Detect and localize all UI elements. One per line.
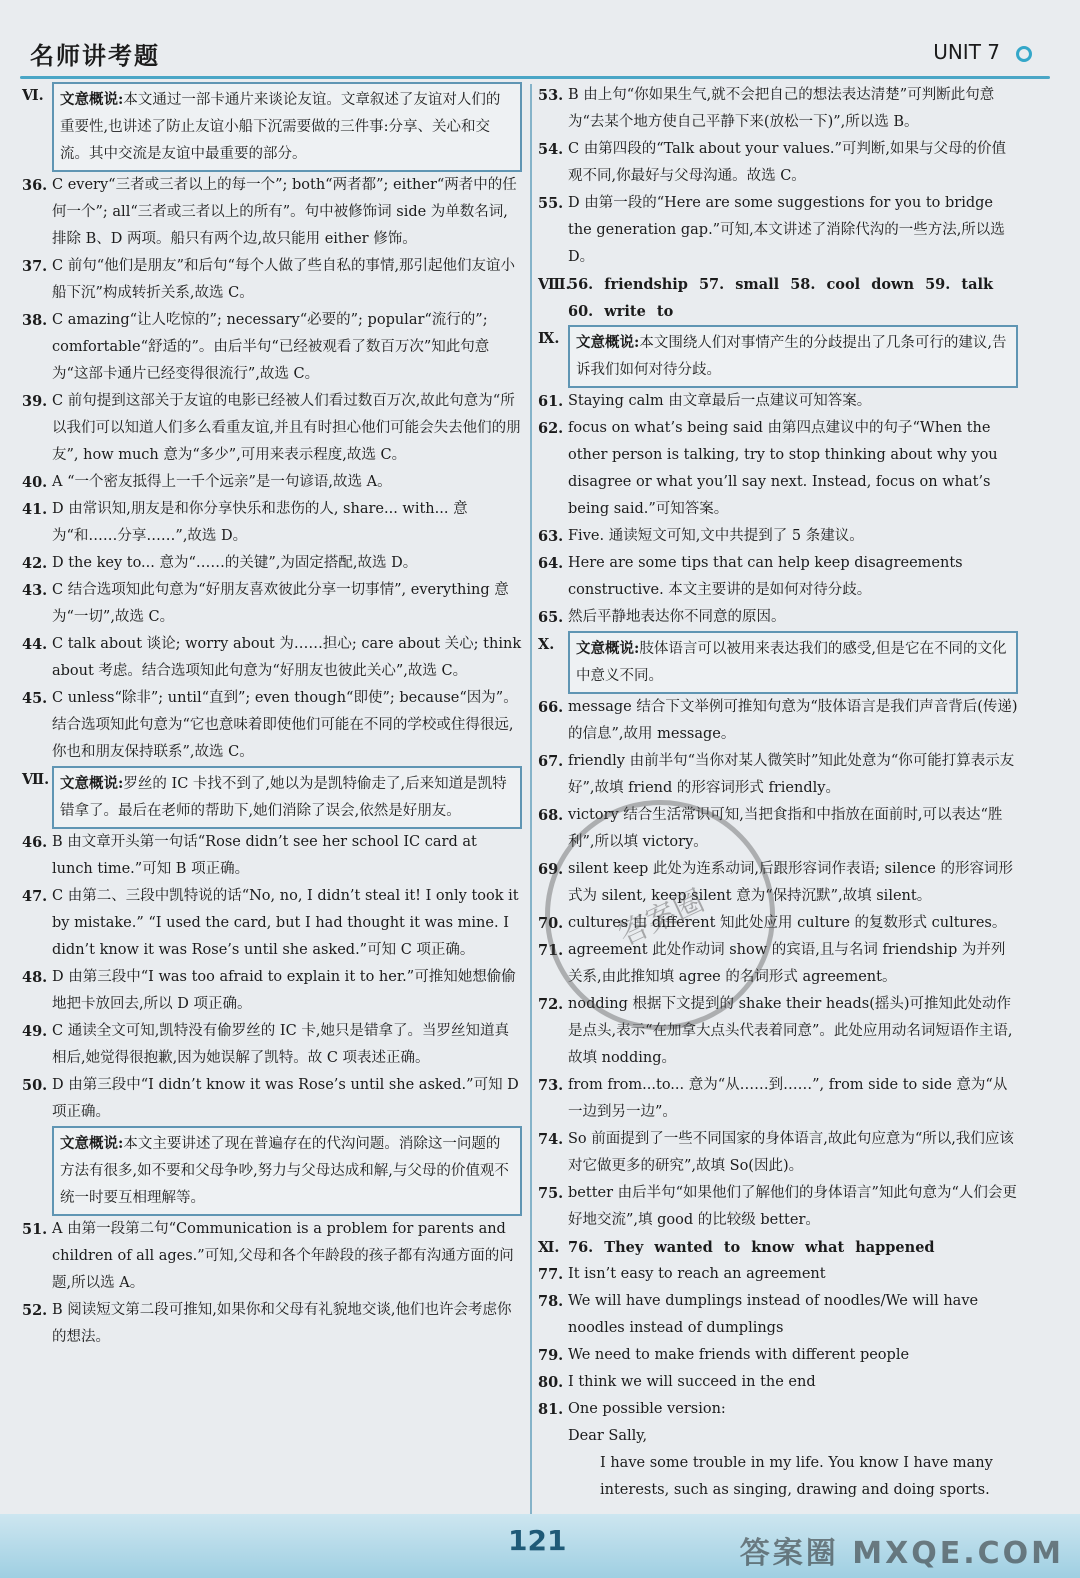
answer-item: [538, 748, 1018, 802]
summary-box-row: [538, 325, 1018, 388]
answer-text: from from...to... 意为“从……到……”, from side to side 意为“从一边到另一边”。: [568, 1077, 1008, 1120]
question-number: 45.: [22, 690, 48, 707]
summary-box: [568, 325, 1018, 388]
question-number: 51.: [22, 1221, 48, 1238]
section-number: Ⅶ.: [22, 771, 50, 788]
summary-text: 罗丝的 IC 卡找不到了,她以为是凯特偷走了,后来知道是凯特错拿了。最后在老师的帮助下,她们消除了误会,依然是好朋友。: [60, 776, 507, 819]
question-number: 42.: [22, 555, 48, 572]
summary-box: [52, 82, 522, 172]
answer-text: agreement 此处作动词 show 的宾语,且与名词 friendship 为并列关系,由此推知填 agree 的名词形式 agreement。: [568, 942, 1006, 985]
answer-text: C amazing“让人吃惊的”; necessary“必要的”; popular“流行的”; comfortable“舒适的”。由后半句“已经被观看了数百万次”知此句意为“这部卡通片已经变得很流行”,故选 C。: [52, 312, 490, 382]
question-number: 46.: [22, 834, 48, 851]
answer-item: [22, 388, 522, 469]
question-number: 65.: [538, 609, 564, 626]
section-number: Ⅸ.: [538, 330, 560, 347]
summary-label: 文意概说:: [60, 775, 124, 792]
answer-item: [22, 550, 522, 577]
answer-item: [538, 388, 1018, 415]
answer-text: Five. 通读短文可知,文中共提到了 5 条建议。: [568, 528, 864, 544]
answer-text: B 阅读短文第二段可推知,如果你和父母有礼貌地交谈,他们也许会考虑你的想法。: [52, 1302, 512, 1345]
answer-text: C unless“除非”; until“直到”; even though“即使”; because“因为”。结合选项知此句意为“它也意味着即使他们可能在不同的学校或住得很远,你也和朋友保持联系”,故选 C。: [52, 690, 518, 760]
answer-text: C 由第四段的“Talk about your values.”可判断,如果与父母的价值观不同,你最好与父母沟通。故选 C。: [568, 141, 1007, 184]
answer-item: [22, 685, 522, 766]
section-number: Ⅹ.: [538, 636, 555, 653]
answer-text: 56. friendship 57. small 58. cool down 59. talk 60. write to: [568, 276, 994, 320]
answer-item: [538, 82, 1018, 136]
question-number: 37.: [22, 258, 48, 275]
question-number: 79.: [538, 1347, 564, 1364]
question-number: 77.: [538, 1266, 564, 1283]
summary-text: 本文通过一部卡通片来谈论友谊。文章叙述了友谊对人们的重要性,也讲述了防止友谊小船下沉需要做的三件事:分享、关心和交流。其中交流是友谊中最重要的部分。: [60, 92, 501, 162]
answer-item: [22, 883, 522, 964]
summary-box-row: [22, 1126, 522, 1216]
answer-text: C 前句“他们是朋友”和后句“每个人做了些自私的事情,那引起他们友谊小船下沉”构成转折关系,故选 C。: [52, 258, 516, 301]
question-number: 63.: [538, 528, 564, 545]
answer-item: [22, 469, 522, 496]
question-number: 62.: [538, 420, 564, 437]
question-number: 43.: [22, 582, 48, 599]
answer-text: D 由第三段中“I was too afraid to explain it to her.”可推知她想偷偷地把卡放回去,所以 D 项正确。: [52, 969, 516, 1012]
page-footer: [0, 1514, 1080, 1578]
answer-text: We will have dumplings instead of noodles/We will have noodles instead of dumplings: [568, 1293, 979, 1336]
summary-label: 文意概说:: [60, 1135, 124, 1152]
summary-box: [52, 766, 522, 829]
answer-text: I think we will succeed in the end: [568, 1374, 816, 1390]
answer-item: [538, 1288, 1018, 1342]
page-header: [0, 0, 1080, 80]
question-number: 80.: [538, 1374, 564, 1391]
question-number: 74.: [538, 1131, 564, 1148]
section-number: Ⅵ.: [22, 87, 44, 104]
answer-item: [538, 604, 1018, 631]
answer-item: [538, 136, 1018, 190]
answer-text: D 由第一段的“Here are some suggestions for you to bridge the generation gap.”可知,本文讲述了消除代沟的一些方法,所以选 D。: [568, 195, 1005, 265]
answer-item: [22, 1072, 522, 1126]
question-number: 69.: [538, 861, 564, 878]
answer-item: [538, 415, 1018, 523]
summary-text: 本文围绕人们对事情产生的分歧提出了几条可行的建议,告诉我们如何对待分歧。: [576, 335, 1007, 378]
answer-text: 76. They wanted to know what happened: [568, 1239, 935, 1256]
column-divider: [530, 84, 532, 1514]
summary-box: [52, 1126, 522, 1216]
question-number: 55.: [538, 195, 564, 212]
left-column: [22, 82, 522, 1351]
question-number: 44.: [22, 636, 48, 653]
section-number: Ⅷ.: [538, 276, 571, 293]
answer-text: So 前面提到了一些不同国家的身体语言,故此句应意为“所以,我们应该对它做更多的研究”,故填 So(因此)。: [568, 1131, 1014, 1174]
summary-box-row: [22, 82, 522, 172]
answer-item: [538, 1261, 1018, 1288]
summary-text: 肢体语言可以被用来表达我们的感受,但是它在不同的文化中意义不同。: [576, 641, 1007, 684]
question-number: 50.: [22, 1077, 48, 1094]
summary-text: 本文主要讲述了现在普遍存在的代沟问题。消除这一问题的方法有很多,如不要和父母争吵,努力与父母达成和解,与父母的价值观不统一时要互相理解等。: [60, 1136, 509, 1206]
right-column: [538, 82, 1018, 1504]
answer-item: [538, 1180, 1018, 1234]
answer-text: B 由上句“你如果生气,就不会把自己的想法表达清楚”可判断此句意为“去某个地方使自己平静下来(放松一下)”,所以选 B。: [568, 87, 995, 130]
answer-text: C 前句提到这部关于友谊的电影已经被人们看过数百万次,故此句意为“所以我们可以知道人们多么看重友谊,并且有时担心他们可能会失去他们的朋友”, how much 意为“多少”,可用来表示程度,故选 C。: [52, 393, 521, 463]
question-number: 73.: [538, 1077, 564, 1094]
question-number: 70.: [538, 915, 564, 932]
letter-greeting: Dear Sally,: [568, 1428, 648, 1444]
answer-item: [22, 172, 522, 253]
answer-text: silent keep 此处为连系动词,后跟形容词作表语; silence 的形容词形式为 silent, keep silent 意为“保持沉默”,故填 silent。: [568, 861, 1013, 904]
answer-text: friendly 由前半句“当你对某人微笑时”知此处意为“你可能打算表示友好”,故填 friend 的形容词形式 friendly。: [568, 753, 1015, 796]
answer-item: [22, 829, 522, 883]
question-number: 38.: [22, 312, 48, 329]
answer-text: A “一个密友抵得上一千个远亲”是一句谚语,故选 A。: [52, 474, 392, 490]
header-rule: [20, 76, 1050, 79]
answer-text: D the key to... 意为“……的关键”,为固定搭配,故选 D。: [52, 555, 418, 571]
answer-text: D 由常识知,朋友是和你分享快乐和悲伤的人, share... with... 意为“和……分享……”,故选 D。: [52, 501, 468, 544]
section-number: Ⅺ.: [538, 1239, 560, 1256]
answer-item: [22, 1297, 522, 1351]
summary-box-row: [22, 766, 522, 829]
question-number: 68.: [538, 807, 564, 824]
answer-item: [22, 1018, 522, 1072]
answer-text: Here are some tips that can help keep disagreements constructive. 本文主要讲的是如何对待分歧。: [568, 555, 963, 598]
watermark-logo: 答案圈 MXQE.COM: [739, 1536, 1064, 1571]
answer-text: B 由文章开头第一句话“Rose didn’t see her school IC card at lunch time.”可知 B 项正确。: [52, 834, 477, 877]
answer-text: victory 结合生活常识可知,当把食指和中指放在面前时,可以表达“胜利”,所以填 victory。: [568, 807, 1003, 850]
answer-text: nodding 根据下文提到的 shake their heads(摇头)可推知此处动作是点头,表示“在加拿大点头代表着同意”。此处应用动名词短语作主语,故填 nodding。: [568, 996, 1013, 1066]
summary-box-row: [538, 631, 1018, 694]
answer-item: [538, 1126, 1018, 1180]
question-number: 53.: [538, 87, 564, 104]
question-number: 36.: [22, 177, 48, 194]
book-title: 名师讲考题: [30, 41, 160, 70]
answer-item: [538, 550, 1018, 604]
unit-label: UNIT 7: [933, 40, 1000, 64]
answer-item: [538, 190, 1018, 271]
answer-row: [538, 1234, 1018, 1261]
question-number: 41.: [22, 501, 48, 518]
answer-text: 然后平静地表达你不同意的原因。: [568, 609, 786, 625]
answer-text: We need to make friends with different people: [568, 1347, 910, 1363]
summary-box: [568, 631, 1018, 694]
answer-text: C 由第二、三段中凯特说的话“No, no, I didn’t steal it! I only took it by mistake.” “I used the card, but I had thought it was mine. I didn’t know it was Rose’s until she asked.”可知 C 项正确。: [52, 888, 519, 958]
question-number: 78.: [538, 1293, 564, 1310]
answer-item: [22, 577, 522, 631]
question-number: 64.: [538, 555, 564, 572]
answer-item: [22, 964, 522, 1018]
question-number: 52.: [22, 1302, 48, 1319]
question-number: 81.: [538, 1401, 564, 1418]
question-number: 54.: [538, 141, 564, 158]
question-number: 48.: [22, 969, 48, 986]
answer-item: [538, 1072, 1018, 1126]
answer-text: message 结合下文举例可推知句意为“肢体语言是我们声音背后(传递)的信息”,故用 message。: [568, 699, 1018, 742]
answer-item: [22, 307, 522, 388]
answer-item: [538, 1396, 1018, 1423]
page-number: 121: [508, 1524, 567, 1557]
question-number: 39.: [22, 393, 48, 410]
answer-text: cultures 由 different 知此处应用 culture 的复数形式 cultures。: [568, 915, 1007, 931]
answer-text: C talk about 谈论; worry about 为……担心; care about 关心; think about 考虑。结合选项知此句意为“好朋友也彼此关心”,故选 C。: [52, 636, 522, 679]
answer-item: [22, 253, 522, 307]
answer-item: [538, 1369, 1018, 1396]
answer-item: [538, 523, 1018, 550]
question-number: 75.: [538, 1185, 564, 1202]
answer-text: One possible version:: [568, 1401, 726, 1417]
answer-item: [22, 631, 522, 685]
answer-text: Staying calm 由文章最后一点建议可知答案。: [568, 393, 872, 409]
answer-text: better 由后半句“如果他们了解他们的身体语言”知此句意为“人们会更好地交流”,填 good 的比较级 better。: [568, 1185, 1017, 1228]
answer-text: It isn’t easy to reach an agreement: [568, 1266, 826, 1282]
answer-item: [22, 496, 522, 550]
summary-label: 文意概说:: [576, 640, 640, 657]
question-number: 67.: [538, 753, 564, 770]
circle-icon: [1016, 46, 1032, 62]
answer-text: C every“三者或三者以上的每一个”; both“两者都”; either“两者中的任何一个”; all“三者或三者以上的所有”。句中被修饰词 side 为单数名词,排除 B、D 两项。船只有两个边,故只能用 either 修饰。: [52, 177, 517, 247]
summary-label: 文意概说:: [60, 91, 124, 108]
question-number: 40.: [22, 474, 48, 491]
question-number: 61.: [538, 393, 564, 410]
question-number: 49.: [22, 1023, 48, 1040]
summary-label: 文意概说:: [576, 334, 640, 351]
question-number: 47.: [22, 888, 48, 905]
answer-text: C 结合选项知此句意为“好朋友喜欢彼此分享一切事情”, everything 意为“一切”,故选 C。: [52, 582, 509, 625]
answer-text: C 通读全文可知,凯特没有偷罗丝的 IC 卡,她只是错拿了。当罗丝知道真相后,她觉得很抱歉,因为她误解了凯特。故 C 项表述正确。: [52, 1023, 509, 1066]
question-number: 72.: [538, 996, 564, 1013]
question-number: 66.: [538, 699, 564, 716]
stamp-text: 答案圈: [613, 883, 710, 954]
question-number: 71.: [538, 942, 564, 959]
answer-text: A 由第一段第二句“Communication is a problem for parents and children of all ages.”可知,父母和各个年龄段的孩子都有沟通方面的问题,所以选 A。: [52, 1221, 514, 1291]
answer-row: [538, 271, 1018, 325]
answer-text: focus on what’s being said 由第四点建议中的句子“When the other person is talking, try to stop thinking about why you disagree or what you’ll say next. Instead, focus on what’s being said.”可知答案。: [568, 420, 998, 517]
answer-item: [538, 694, 1018, 748]
answer-text: D 由第三段中“I didn’t know it was Rose’s until she asked.”可知 D 项正确。: [52, 1077, 519, 1120]
letter-body: I have some trouble in my life. You know I have many interests, such as singing, drawing and doing sports.: [600, 1455, 993, 1498]
answer-item: [22, 1216, 522, 1297]
answer-item: [538, 1342, 1018, 1369]
